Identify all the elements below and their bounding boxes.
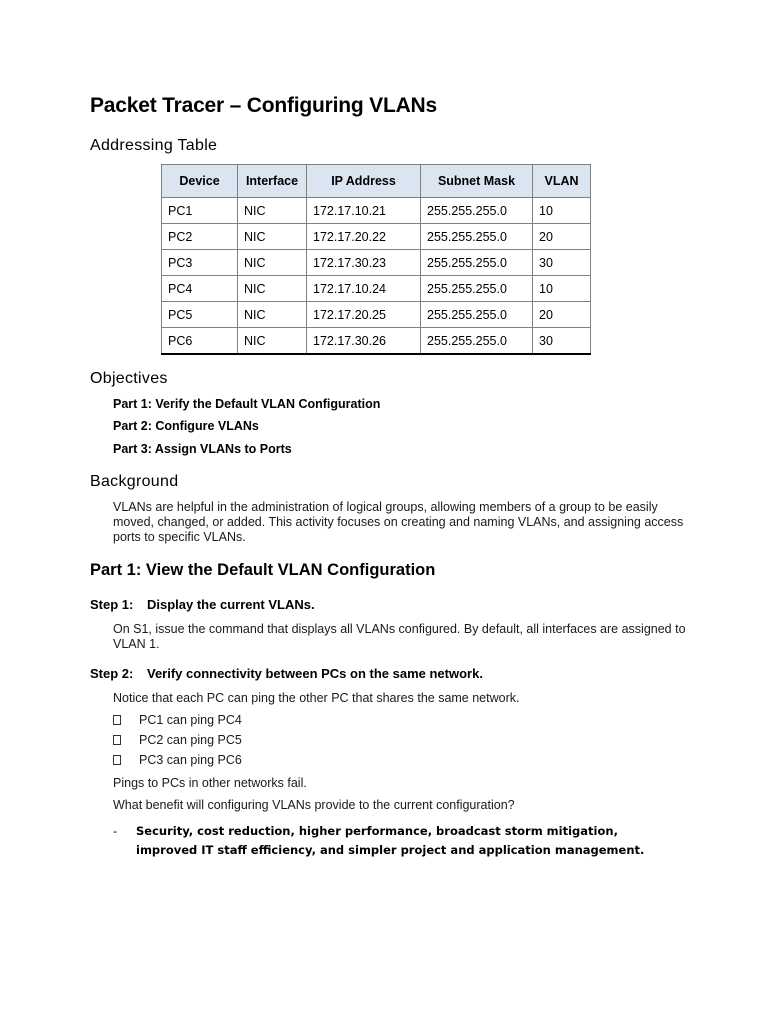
- cell-ip-address: 172.17.20.22: [307, 224, 421, 250]
- table-row: [162, 276, 591, 302]
- cell-ip-address: 172.17.20.25: [307, 302, 421, 328]
- cell-interface: NIC: [238, 328, 307, 355]
- table-row: [162, 328, 591, 355]
- column-header-subnet-mask: Subnet Mask: [421, 165, 533, 198]
- checkbox-bullet-icon: [113, 755, 121, 765]
- objective-item: Part 1: Verify the Default VLAN Configuration: [113, 397, 381, 411]
- step2-intro: Notice that each PC can ping the other PC that shares the same network.: [113, 691, 520, 705]
- step1-title: Display the current VLANs.: [147, 597, 315, 612]
- cell-vlan: 10: [533, 198, 591, 224]
- cell-ip-address: 172.17.30.26: [307, 328, 421, 355]
- cell-subnet-mask: 255.255.255.0: [421, 276, 533, 302]
- cell-subnet-mask: 255.255.255.0: [421, 328, 533, 355]
- cell-device: PC4: [162, 276, 238, 302]
- list-item: [113, 733, 242, 747]
- cell-subnet-mask: 255.255.255.0: [421, 250, 533, 276]
- cell-subnet-mask: 255.255.255.0: [421, 224, 533, 250]
- cell-vlan: 30: [533, 250, 591, 276]
- table-row: [162, 198, 591, 224]
- cell-device: PC6: [162, 328, 238, 355]
- list-item-label: PC3 can ping PC6: [139, 753, 242, 767]
- step1-heading: [90, 597, 315, 612]
- step2-heading: [90, 666, 483, 681]
- part1-heading: Part 1: View the Default VLAN Configuration: [90, 561, 436, 579]
- checkbox-bullet-icon: [113, 735, 121, 745]
- page-title: Packet Tracer – Configuring VLANs: [90, 94, 437, 117]
- cell-vlan: 10: [533, 276, 591, 302]
- column-header-ip-address: IP Address: [307, 165, 421, 198]
- step2-note: Pings to PCs in other networks fail.: [113, 776, 307, 790]
- checkbox-bullet-icon: [113, 715, 121, 725]
- cell-interface: NIC: [238, 224, 307, 250]
- table-row: [162, 302, 591, 328]
- table-header-row: [162, 165, 591, 198]
- cell-interface: NIC: [238, 250, 307, 276]
- list-item-label: PC1 can ping PC4: [139, 713, 242, 727]
- cell-device: PC3: [162, 250, 238, 276]
- cell-vlan: 20: [533, 224, 591, 250]
- step2-number: Step 2:: [90, 666, 134, 681]
- cell-vlan: 20: [533, 302, 591, 328]
- step2-title: Verify connectivity between PCs on the same network.: [147, 666, 483, 681]
- cell-ip-address: 172.17.30.23: [307, 250, 421, 276]
- cell-subnet-mask: 255.255.255.0: [421, 302, 533, 328]
- addressing-table-heading: Addressing Table: [90, 137, 218, 154]
- cell-interface: NIC: [238, 302, 307, 328]
- step1-number: Step 1:: [90, 597, 134, 612]
- column-header-device: Device: [162, 165, 238, 198]
- cell-vlan: 30: [533, 328, 591, 355]
- background-paragraph: VLANs are helpful in the administration of logical groups, allowing members of a group to be easily moved, changed, or added. This activity focuses on creating and naming VLANs, and assigning access ports to specific VLANs.: [113, 500, 684, 544]
- cell-device: PC2: [162, 224, 238, 250]
- table-row: [162, 250, 591, 276]
- objectives-heading: Objectives: [90, 370, 168, 387]
- cell-interface: NIC: [238, 276, 307, 302]
- column-header-interface: Interface: [238, 165, 307, 198]
- table-row: [162, 224, 591, 250]
- step2-question: What benefit will configuring VLANs provide to the current configuration?: [113, 798, 515, 812]
- cell-subnet-mask: 255.255.255.0: [421, 198, 533, 224]
- objective-item: Part 3: Assign VLANs to Ports: [113, 442, 292, 456]
- addressing-table: [161, 164, 591, 355]
- cell-ip-address: 172.17.10.21: [307, 198, 421, 224]
- list-item: [113, 753, 242, 767]
- cell-ip-address: 172.17.10.24: [307, 276, 421, 302]
- list-item: [113, 713, 242, 727]
- list-item-label: PC2 can ping PC5: [139, 733, 242, 747]
- step2-answer: [113, 822, 673, 860]
- background-heading: Background: [90, 473, 179, 490]
- answer-dash: -: [113, 824, 118, 838]
- cell-interface: NIC: [238, 198, 307, 224]
- column-header-vlan: VLAN: [533, 165, 591, 198]
- cell-device: PC5: [162, 302, 238, 328]
- cell-device: PC1: [162, 198, 238, 224]
- objective-item: Part 2: Configure VLANs: [113, 419, 259, 433]
- step1-paragraph: On S1, issue the command that displays all VLANs configured. By default, all interfaces are assigned to VLAN 1.: [113, 622, 686, 651]
- answer-text: Security, cost reduction, higher performance, broadcast storm mitigation, improved IT staff efficiency, and simpler project and application management.: [136, 824, 645, 857]
